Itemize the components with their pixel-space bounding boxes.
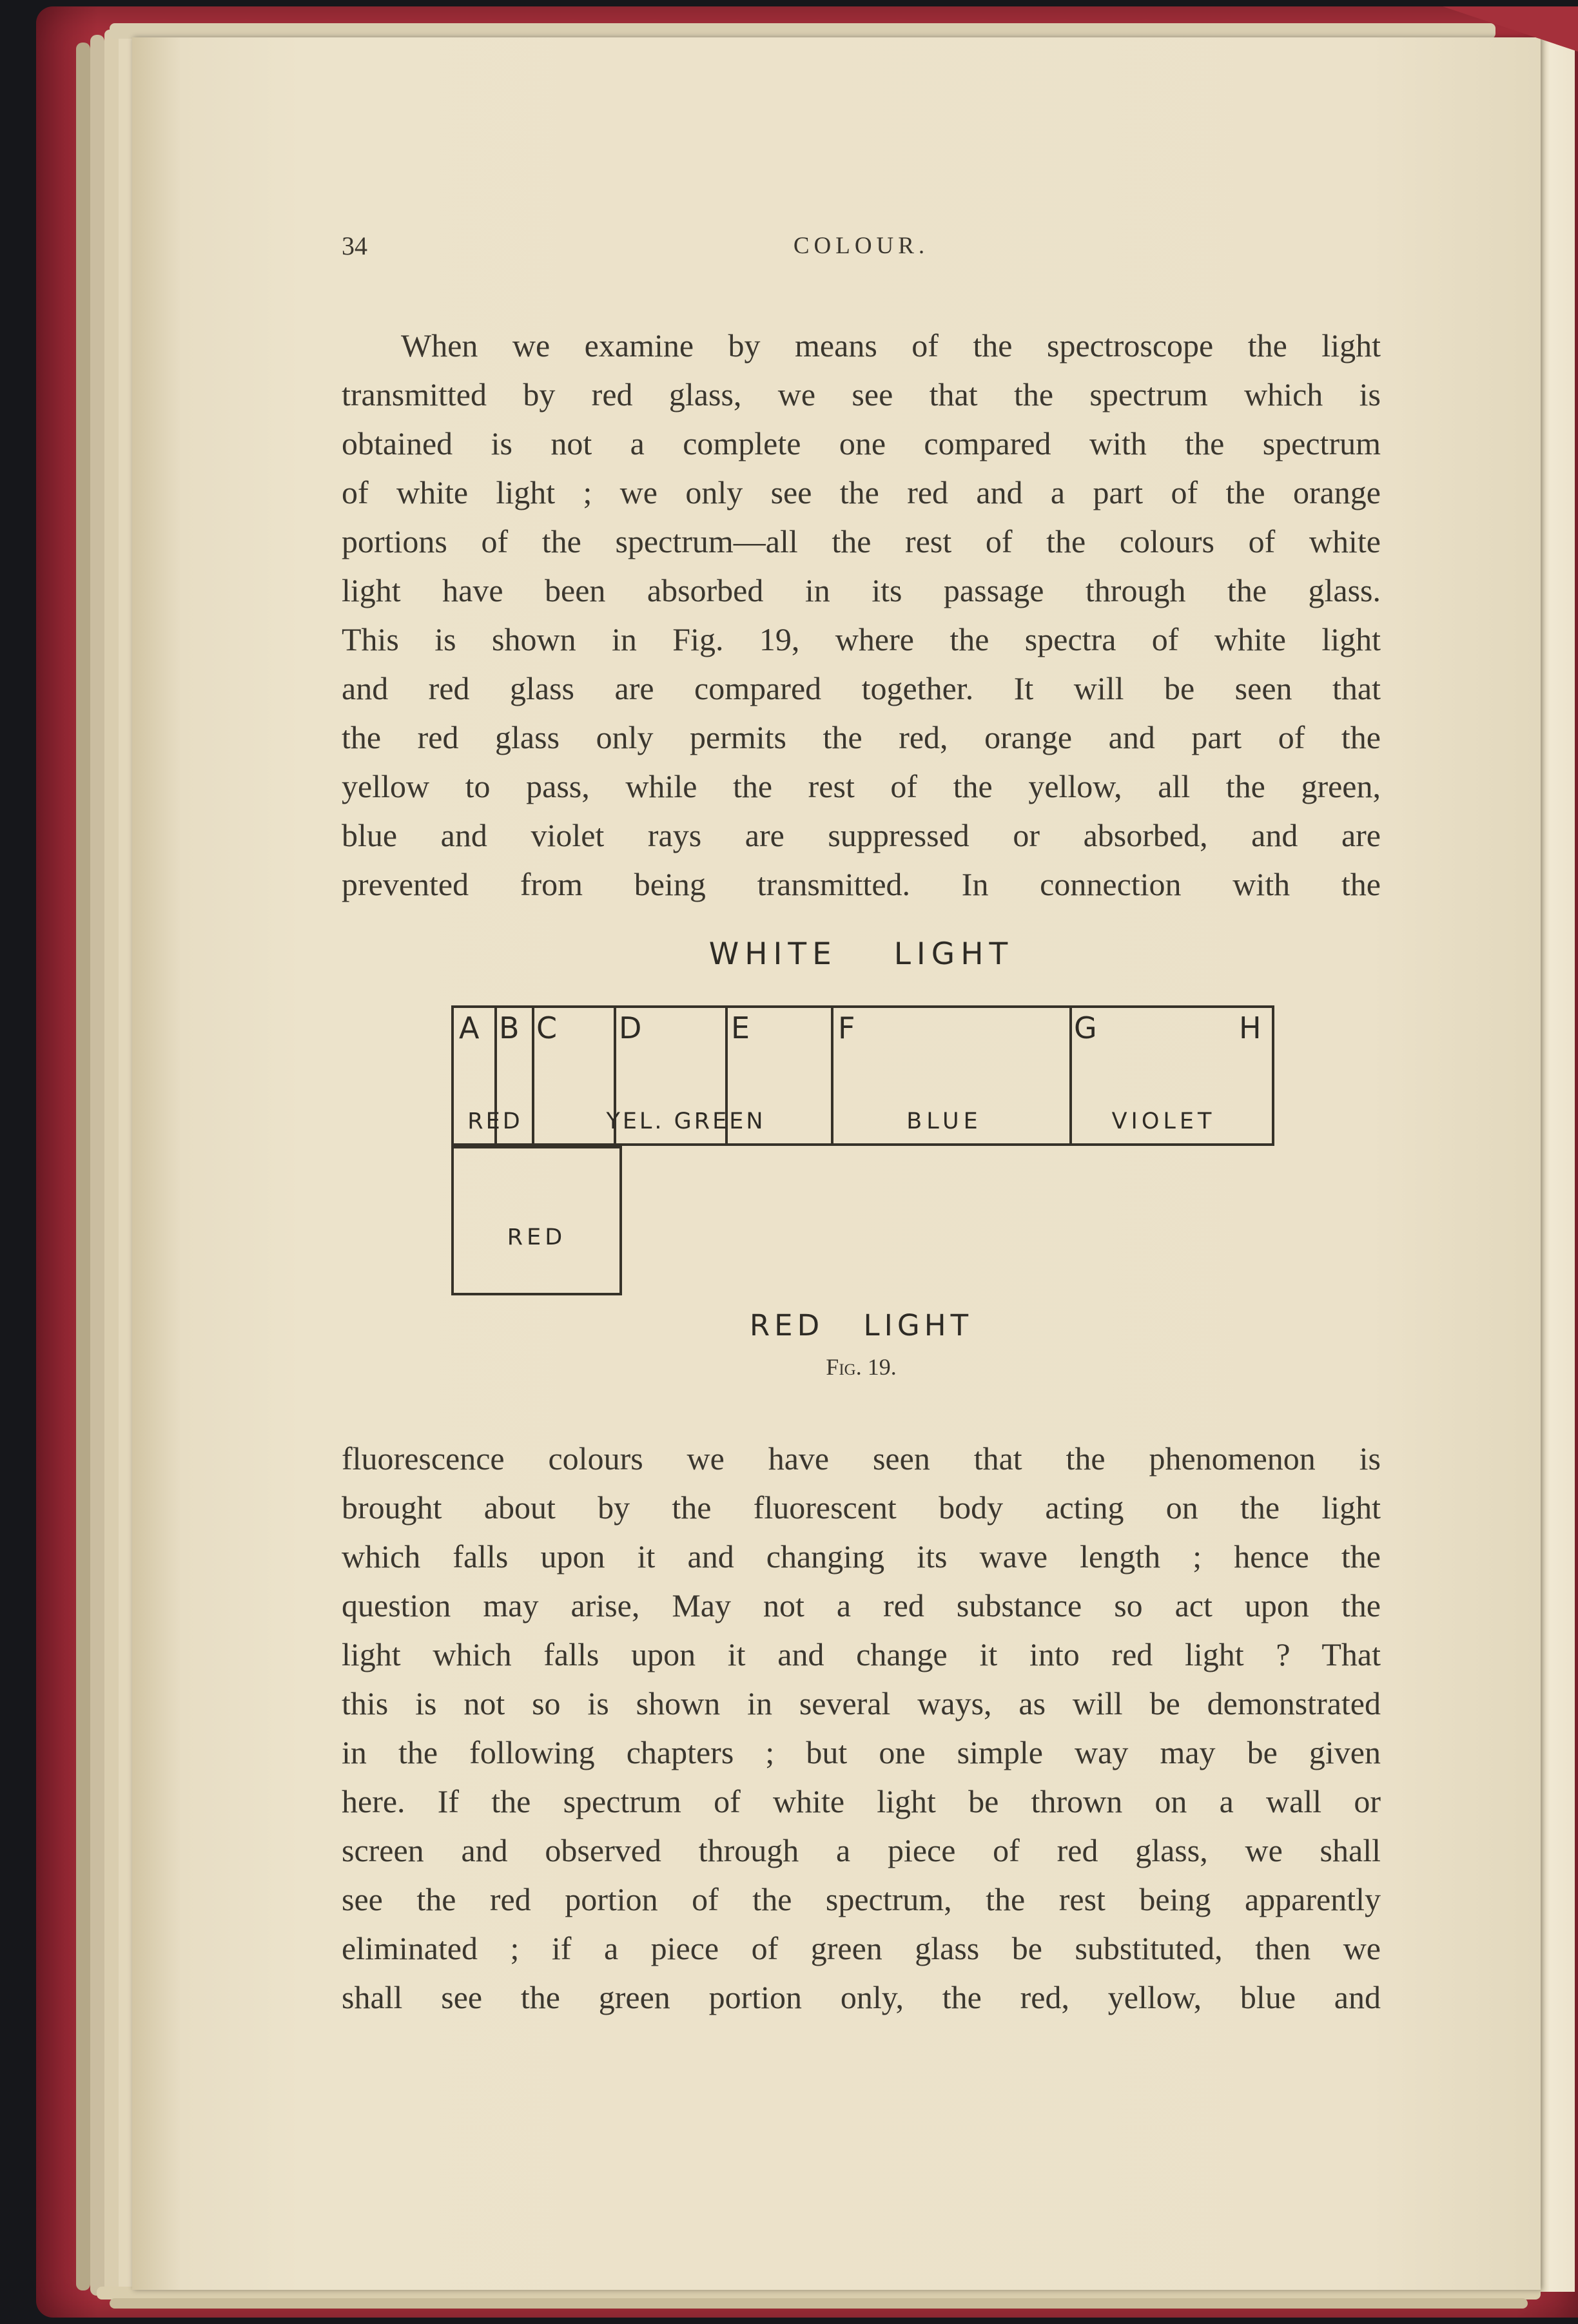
text-line: fluorescence colours we have seen that the phenomenon is — [342, 1440, 1381, 1477]
fraunhofer-line-g — [1069, 1008, 1072, 1143]
next-page-edge — [1539, 35, 1575, 2292]
text-line: see the red portion of the spectrum, the rest being apparently — [342, 1881, 1381, 1917]
page-edge-stack-top — [110, 23, 1495, 39]
text-line: When we examine by means of the spectroscope the light — [401, 327, 1381, 363]
text-line: portions of the spectrum—all the rest of the colours of white — [342, 523, 1381, 559]
book-page-34 — [132, 37, 1541, 2290]
page-edge-stack — [76, 43, 90, 2290]
spectrum-letter-b: B — [499, 1011, 520, 1045]
page-edge-stack — [90, 35, 104, 2296]
text-line: and red glass are compared together. It will be seen that — [342, 670, 1381, 706]
text-line: This is shown in Fig. 19, where the spectra of white light — [342, 621, 1381, 657]
band-label-yellow-green: YEL. GREEN — [606, 1109, 766, 1134]
spectrum-letter-d: D — [619, 1011, 642, 1045]
figure-caption-white-light: WHITE LIGHT — [708, 936, 1014, 972]
text-line: here. If the spectrum of white light be thrown on a wall or — [342, 1783, 1381, 1819]
fraunhofer-line-c — [532, 1008, 534, 1143]
text-line: which falls upon it and changing its wave length ; hence the — [342, 1538, 1381, 1574]
text-line: screen and observed through a piece of red glass, we shall — [342, 1832, 1381, 1868]
page-edge-stack-bottom — [110, 2298, 1528, 2309]
text-line: this is not so is shown in several ways, as will be demonstrated — [342, 1685, 1381, 1721]
text-line: the red glass only permits the red, orange and part of the — [342, 719, 1381, 755]
band-label-blue: BLUE — [906, 1109, 982, 1134]
figure-caption-red-light: RED LIGHT — [749, 1308, 973, 1342]
fraunhofer-line-f — [831, 1008, 833, 1143]
text-line: transmitted by red glass, we see that the spectrum which is — [342, 376, 1381, 412]
text-line: prevented from being transmitted. In connection with the — [342, 866, 1381, 902]
page-edge-stack — [104, 30, 119, 2298]
spectrum-letter-h: H — [1239, 1011, 1261, 1045]
text-line: eliminated ; if a piece of green glass be substituted, then we — [342, 1930, 1381, 1966]
spectrum-letter-f: F — [838, 1011, 855, 1045]
band-label-violet: VIOLET — [1111, 1109, 1216, 1134]
page-header — [342, 231, 1381, 264]
spectrum-letter-e: E — [731, 1011, 750, 1045]
text-line: shall see the green portion only, the red, yellow, blue and — [342, 1979, 1381, 2015]
text-line: brought about by the fluorescent body acting on the light — [342, 1489, 1381, 1525]
red-box-label: RED — [507, 1225, 567, 1250]
figure-number: Fig. 19. — [826, 1354, 897, 1380]
text-line: obtained is not a complete one compared with the spectrum — [342, 425, 1381, 461]
running-header: COLOUR. — [793, 233, 930, 259]
text-line: light have been absorbed in its passage through the glass. — [342, 572, 1381, 608]
text-line: light which falls upon it and change it into red light ? That — [342, 1636, 1381, 1672]
page-number: 34 — [342, 231, 367, 260]
paragraph-2 — [342, 1434, 1381, 2022]
text-line: of white light ; we only see the red and a part of the orange — [342, 474, 1381, 510]
text-line: in the following chapters ; but one simple way may be given — [342, 1734, 1381, 1770]
red-light-spectrum-box — [451, 1146, 622, 1295]
text-line: yellow to pass, while the rest of the yellow, all the green, — [342, 768, 1381, 804]
paragraph-1 — [342, 321, 1381, 909]
band-label-red: RED — [467, 1109, 523, 1134]
text-line: blue and violet rays are suppressed or absorbed, and are — [342, 817, 1381, 853]
text-line: question may arise, May not a red substance so act upon the — [342, 1587, 1381, 1623]
spectrum-letter-a: A — [459, 1011, 480, 1045]
white-light-spectrum-box — [451, 1005, 1274, 1146]
spectrum-letter-g: G — [1074, 1011, 1097, 1045]
spectrum-letter-c: C — [536, 1011, 558, 1045]
